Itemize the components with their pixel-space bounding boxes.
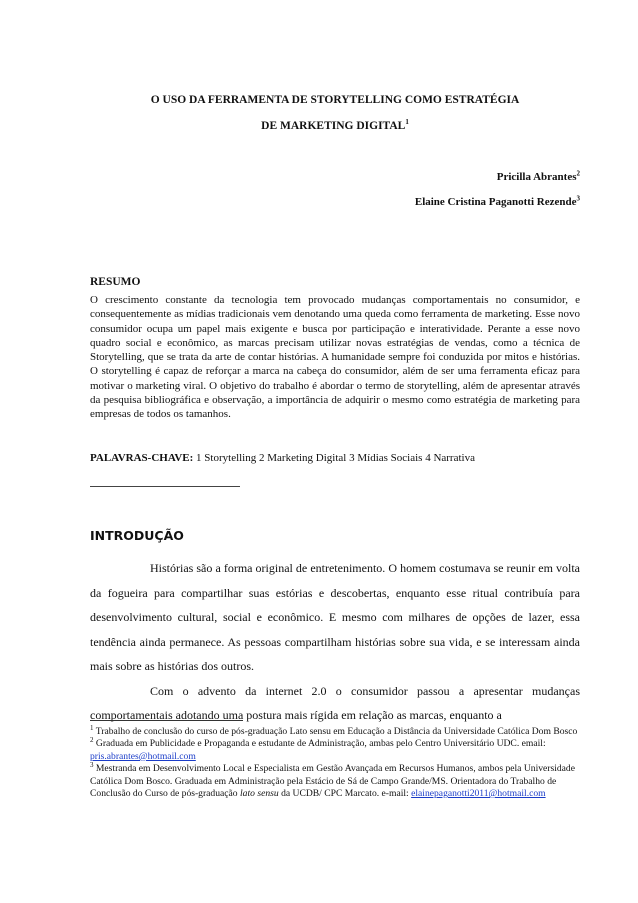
introduction-body	[90, 556, 580, 728]
introduction-paragraph-1: Histórias são a forma original de entretenimento. O homem costumava se reunir em volta da fogueira para compartilhar suas estórias e descobertas, enquanto esse ritual contribuía para desenvolvimento cultural, social e econômico. E mesmo com milhares de opções de lazer, essa tendência ainda permanece. As pessoas compartilham histórias sobre sua vida, e se interessam ainda mais sobre as histórias dos outros.	[90, 561, 580, 673]
keywords-label: PALAVRAS-CHAVE:	[90, 452, 194, 464]
author-2-footnote-marker: 3	[576, 194, 580, 203]
footnote-3-text-end: da UCDB/ CPC Marcato. e-mail:	[278, 788, 412, 800]
paper-title-line-1: O USO DA FERRAMENTA DE STORYTELLING COMO ESTRATÉGIA	[150, 94, 520, 106]
footnote-3-number: 3	[90, 761, 94, 770]
footnote-2-email-link[interactable]: pris.abrantes@hotmail.com	[90, 750, 196, 762]
abstract-text: O crescimento constante da tecnologia tem provocado mudanças comportamentais no consumidor, e consequentemente as mídias tradicionais vem denotando uma queda como ferramenta de marketing. Esse novo consumidor ocupa um papel mais exigente e busca por participação e interatividade. Perante a esse novo quadro social e econômico, as marcas precisam utilizar novas estratégias de vendas, como a técnica de Storytelling, que se trata da arte de contar histórias. A humanidade sempre foi conduzida por mitos e histórias. O storytelling é capaz de reforçar a marca na cabeça do consumidor, além de ser uma ferramenta eficaz para motivar o marketing viral. O objetivo do trabalho é abordar o termo de storytelling, além de apresentar através da pesquisa bibliográfica e observação, a importância de adquirir o mesmo como estratégia de marketing para empresas de todos os tamanhos.	[90, 294, 580, 421]
author-2	[415, 196, 580, 208]
author-2-name: Elaine Cristina Paganotti Rezende	[414, 196, 577, 208]
keywords	[90, 452, 580, 464]
author-1-footnote-marker: 2	[576, 169, 580, 178]
author-1-name: Pricilla Abrantes	[496, 171, 577, 183]
paper-title-text: DE MARKETING DIGITAL	[261, 120, 406, 132]
footnote-2-text: Graduada em Publicidade e Propaganda e estudante de Administração, ambas pelo Centro Universitário UDC. email:	[93, 738, 546, 750]
separator-line	[90, 486, 240, 487]
footnote-2-number: 2	[90, 736, 94, 745]
footnote-3-italic: lato sensu	[240, 788, 279, 800]
footnote-marker-1: 1	[405, 118, 409, 127]
introduction-paragraph-2: Com o advento da internet 2.0 o consumidor passou a apresentar mudanças comportamentais adotando uma postura mais rígida em relação as marcas, enquanto a	[90, 683, 580, 722]
footnote-1	[90, 723, 580, 738]
paper-title-line-2	[90, 120, 580, 132]
footnote-separator	[90, 720, 243, 721]
footnote-1-text: Trabalho de conclusão do curso de pós-graduação Lato sensu em Educação a Distância da Universidade Católica Dom Bosco	[93, 726, 578, 737]
introduction-heading: INTRODUÇÃO	[90, 528, 184, 543]
keywords-list: 1 Storytelling 2 Marketing Digital 3 Mídias Sociais 4 Narrativa	[196, 452, 475, 464]
footnotes	[90, 723, 580, 800]
author-1	[497, 171, 580, 183]
footnote-3-text: Mestranda em Desenvolvimento Local e Especialista em Gestão Avançada em Recursos Humanos, ambos pela Universidade Católica Dom Bosco. Graduada em Administração pela Estácio de Sá de Campo Grande/MS. Orientadora do Trabalho de Conclusão do Curso de pós-graduação	[90, 763, 575, 800]
footnote-1-number: 1	[90, 723, 94, 732]
abstract-heading: RESUMO	[90, 276, 141, 288]
footnote-3	[90, 763, 580, 800]
footnote-2	[90, 738, 580, 763]
footnote-3-email-link[interactable]: elainepaganotti2011@hotmail.com	[411, 788, 546, 800]
